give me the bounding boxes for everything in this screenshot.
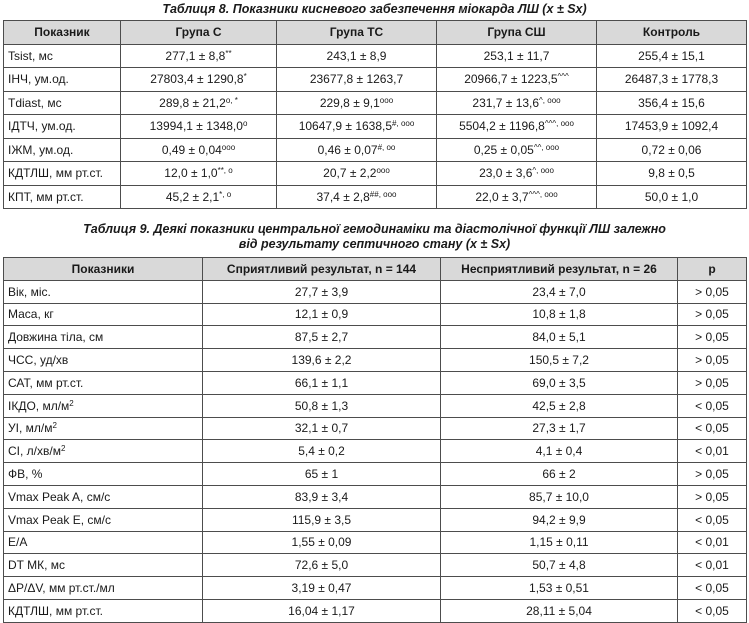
- unfavorable-value: [441, 280, 678, 303]
- p-value-text: < 0,05: [695, 398, 729, 413]
- group-sh-value-text: 23,0 ± 3,6: [479, 166, 533, 181]
- group-ts-value: [277, 138, 437, 162]
- unfavorable-value: [441, 303, 678, 326]
- group-ts-value: [277, 115, 437, 139]
- control-value: [597, 115, 747, 139]
- favorable-value: [203, 554, 441, 577]
- row-label: [4, 531, 203, 554]
- p-value: [678, 371, 747, 394]
- group-c-value-marker: *: [243, 72, 247, 82]
- group-sh-value-marker: ^^^, ооо: [544, 119, 574, 129]
- table-row: [4, 554, 747, 577]
- row-label-text: КДТЛШ, мм рт.ст.: [8, 603, 103, 618]
- group-c-value-marker: **: [225, 48, 232, 58]
- table-row: [4, 440, 747, 463]
- p-value: [678, 485, 747, 508]
- table8-header-row: [4, 21, 747, 45]
- favorable-value: [203, 463, 441, 486]
- unfavorable-value-text: 85,7 ± 10,0: [529, 489, 589, 504]
- group-sh-value-text: 20966,7 ± 1223,5: [464, 72, 558, 87]
- group-ts-value: [277, 68, 437, 92]
- group-sh-value: [437, 68, 597, 92]
- unfavorable-value-text: 23,4 ± 7,0: [532, 284, 586, 299]
- table-row: [4, 599, 747, 622]
- row-label: [4, 326, 203, 349]
- unfavorable-value: [441, 394, 678, 417]
- favorable-value: [203, 531, 441, 554]
- unfavorable-value-text: 84,0 ± 5,1: [532, 330, 586, 345]
- row-label: [4, 115, 121, 139]
- group-sh-value-marker: ^^, ооо: [533, 142, 560, 152]
- header-control: Контроль: [597, 21, 747, 45]
- favorable-value: [203, 349, 441, 372]
- row-label: [4, 349, 203, 372]
- unfavorable-value: [441, 577, 678, 600]
- row-label-text: ІЖМ, ум.од.: [8, 142, 74, 157]
- table-row: [4, 138, 747, 162]
- group-sh-value-text: 231,7 ± 13,6: [472, 95, 540, 110]
- table-row: [4, 44, 747, 68]
- p-value: [678, 508, 747, 531]
- unfavorable-value: [441, 531, 678, 554]
- p-value-text: > 0,05: [695, 467, 729, 482]
- control-value-text: 17453,9 ± 1092,4: [624, 119, 719, 134]
- group-ts-value-text: 23677,8 ± 1263,7: [309, 72, 404, 87]
- row-label-text: ІДТЧ, ум.од.: [8, 119, 76, 134]
- row-label-text: Vmax Peak E, см/с: [8, 512, 111, 527]
- favorable-value-text: 1,55 ± 0,09: [291, 535, 352, 550]
- favorable-value: [203, 394, 441, 417]
- unfavorable-value: [441, 463, 678, 486]
- control-value-text: 255,4 ± 15,1: [638, 48, 705, 63]
- row-label: [4, 280, 203, 303]
- group-ts-value-text: 243,1 ± 8,9: [326, 48, 387, 63]
- group-ts-value: [277, 162, 437, 186]
- table-row: [4, 531, 747, 554]
- group-c-value: [121, 185, 277, 209]
- row-label: [4, 508, 203, 531]
- row-label-text: КДТЛШ, мм рт.ст.: [8, 166, 103, 181]
- table-row: [4, 394, 747, 417]
- group-sh-value-text: 5504,2 ± 1196,8: [459, 119, 545, 134]
- p-value-text: < 0,01: [695, 535, 729, 550]
- p-value-text: < 0,05: [695, 581, 729, 596]
- unfavorable-value: [441, 417, 678, 440]
- control-value-text: 9,8 ± 0,5: [648, 166, 695, 181]
- favorable-value: [203, 508, 441, 531]
- row-label-marker: 2: [60, 444, 66, 454]
- row-label-text: ІНЧ, ум.од.: [8, 72, 69, 87]
- control-value: [597, 91, 747, 115]
- p-value: [678, 280, 747, 303]
- group-ts-value: [277, 44, 437, 68]
- group-ts-value-marker: #, ооо: [392, 119, 415, 129]
- unfavorable-value: [441, 599, 678, 622]
- favorable-value: [203, 577, 441, 600]
- unfavorable-value: [441, 326, 678, 349]
- control-value: [597, 68, 747, 92]
- group-sh-value-marker: ^^^: [557, 72, 569, 82]
- favorable-value: [203, 326, 441, 349]
- unfavorable-value-text: 94,2 ± 9,9: [532, 512, 586, 527]
- unfavorable-value: [441, 485, 678, 508]
- row-label: [4, 554, 203, 577]
- group-c-value: [121, 162, 277, 186]
- group-sh-value: [437, 162, 597, 186]
- group-ts-value-marker: ооо: [379, 95, 394, 105]
- table-row: [4, 417, 747, 440]
- group-c-value: [121, 115, 277, 139]
- group-c-value-text: 45,2 ± 2,1: [165, 189, 220, 204]
- table-row: [4, 349, 747, 372]
- row-label: [4, 577, 203, 600]
- unfavorable-value-text: 69,0 ± 3,5: [532, 375, 586, 390]
- row-label: [4, 68, 121, 92]
- row-label: [4, 138, 121, 162]
- row-label: [4, 303, 203, 326]
- unfavorable-value: [441, 349, 678, 372]
- p-value: [678, 326, 747, 349]
- row-label-text: E/A: [8, 535, 28, 550]
- favorable-value-text: 5,4 ± 0,2: [298, 444, 345, 459]
- row-label-text: Вік, міс.: [8, 284, 51, 299]
- group-c-value-text: 13994,1 ± 1348,0: [149, 119, 243, 134]
- group-c-value-text: 12,0 ± 1,0: [164, 166, 218, 181]
- p-value: [678, 440, 747, 463]
- p-value-text: < 0,05: [695, 421, 729, 436]
- unfavorable-value-text: 27,3 ± 1,7: [532, 421, 586, 436]
- row-label-text: Tsist, мс: [8, 48, 53, 63]
- favorable-value: [203, 440, 441, 463]
- group-sh-value: [437, 115, 597, 139]
- group-ts-value-text: 10647,9 ± 1638,5: [298, 119, 393, 134]
- favorable-value-text: 83,9 ± 3,4: [294, 489, 349, 504]
- header-group-sh: Група СШ: [437, 21, 597, 45]
- favorable-value-text: 115,9 ± 3,5: [291, 512, 352, 527]
- row-label: [4, 162, 121, 186]
- favorable-value: [203, 280, 441, 303]
- row-label-text: КПТ, мм рт.ст.: [8, 189, 84, 204]
- p-value: [678, 599, 747, 622]
- favorable-value-text: 32,1 ± 0,7: [294, 421, 349, 436]
- row-label: [4, 599, 203, 622]
- control-value-text: 356,4 ± 15,6: [638, 95, 705, 110]
- row-label-marker: 2: [69, 398, 74, 408]
- unfavorable-value: [441, 371, 678, 394]
- unfavorable-value-text: 1,15 ± 0,11: [529, 535, 589, 550]
- p-value: [678, 417, 747, 440]
- group-c-value-marker: ооо: [221, 142, 236, 152]
- favorable-value: [203, 417, 441, 440]
- group-sh-value: [437, 44, 597, 68]
- favorable-value-text: 87,5 ± 2,7: [294, 330, 349, 345]
- table9-caption-line2: від результату септичного стану (x ± Sx): [238, 237, 511, 251]
- table-row: [4, 485, 747, 508]
- unfavorable-value-text: 10,8 ± 1,8: [532, 307, 586, 322]
- p-value: [678, 531, 747, 554]
- header-group-c: Група С: [121, 21, 277, 45]
- group-sh-value-marker: ^^^, ооо: [528, 189, 558, 199]
- group-sh-value-marker: ^, ооо: [539, 95, 561, 105]
- favorable-value: [203, 303, 441, 326]
- table-row: [4, 91, 747, 115]
- row-label: [4, 440, 203, 463]
- group-sh-value: [437, 138, 597, 162]
- table8-caption: Таблиця 8. Показники кисневого забезпечення міокарда ЛШ (x ± Sx): [162, 2, 587, 16]
- row-label-text: ЧСС, уд/хв: [8, 353, 69, 368]
- group-sh-value: [437, 91, 597, 115]
- group-c-value-text: 289,8 ± 21,2: [159, 95, 226, 110]
- control-value-text: 26487,3 ± 1778,3: [624, 72, 719, 87]
- header-indicators: Показники: [4, 258, 203, 281]
- p-value-text: > 0,05: [695, 375, 729, 390]
- table9: [3, 257, 747, 623]
- row-label-text: ІКДО, мл/м: [8, 398, 70, 413]
- favorable-value-text: 3,19 ± 0,47: [291, 581, 352, 596]
- unfavorable-value-text: 66 ± 2: [542, 467, 576, 482]
- group-c-value: [121, 138, 277, 162]
- row-label: [4, 417, 203, 440]
- table-row: [4, 303, 747, 326]
- row-label: [4, 394, 203, 417]
- group-ts-value-text: 229,8 ± 9,1: [319, 95, 380, 110]
- table-row: [4, 162, 747, 186]
- favorable-value-text: 27,7 ± 3,9: [294, 284, 349, 299]
- row-label: [4, 44, 121, 68]
- group-ts-value: [277, 185, 437, 209]
- header-unfavorable: Несприятливий результат, n = 26: [441, 258, 678, 281]
- row-label: [4, 463, 203, 486]
- control-value: [597, 162, 747, 186]
- header-p: p: [678, 258, 747, 281]
- group-c-value-marker: *, о: [219, 189, 232, 199]
- unfavorable-value-text: 28,11 ± 5,04: [526, 603, 592, 618]
- row-label: [4, 485, 203, 508]
- row-label-text: СІ, л/хв/м: [8, 444, 61, 459]
- p-value: [678, 349, 747, 372]
- p-value-text: > 0,05: [695, 353, 729, 368]
- p-value-text: > 0,05: [695, 284, 729, 299]
- group-c-value-text: 0,49 ± 0,04: [161, 142, 222, 157]
- favorable-value-text: 66,1 ± 1,1: [294, 375, 349, 390]
- unfavorable-value-text: 1,53 ± 0,51: [529, 581, 589, 596]
- row-label-text: САТ, мм рт.ст.: [8, 375, 84, 390]
- row-label-text: Tdiast, мс: [8, 95, 62, 110]
- control-value: [597, 44, 747, 68]
- favorable-value: [203, 599, 441, 622]
- group-c-value-marker: **, о: [217, 166, 233, 176]
- group-sh-value-marker: ^, ооо: [532, 166, 554, 176]
- row-label-text: Vmax Peak A, см/с: [8, 489, 111, 504]
- group-c-value-marker: о, *: [225, 95, 238, 105]
- table-row: [4, 115, 747, 139]
- group-c-value: [121, 91, 277, 115]
- table-row: [4, 68, 747, 92]
- row-label-text: ФВ, %: [8, 467, 43, 482]
- p-value-text: < 0,01: [695, 558, 729, 573]
- group-ts-value: [277, 91, 437, 115]
- header-indicator: Показник: [4, 21, 121, 45]
- unfavorable-value-text: 50,7 ± 4,8: [532, 558, 586, 573]
- group-ts-value-text: 20,7 ± 2,2: [323, 166, 377, 181]
- group-c-value: [121, 68, 277, 92]
- table9-header-row: [4, 258, 747, 281]
- group-ts-value-marker: ооо: [376, 166, 390, 176]
- group-sh-value: [437, 185, 597, 209]
- row-label-text: УІ, мл/м: [8, 421, 53, 436]
- p-value-text: > 0,05: [695, 307, 729, 322]
- table-row: [4, 371, 747, 394]
- group-sh-value-text: 253,1 ± 11,7: [483, 48, 550, 63]
- group-ts-value-text: 37,4 ± 2,8: [316, 189, 370, 204]
- row-label-marker: 2: [52, 421, 57, 431]
- control-value-text: 50,0 ± 1,0: [644, 189, 699, 204]
- favorable-value: [203, 371, 441, 394]
- row-label: [4, 185, 121, 209]
- group-sh-value-text: 22,0 ± 3,7: [475, 189, 529, 204]
- p-value-text: > 0,05: [695, 489, 729, 504]
- table-row: [4, 326, 747, 349]
- favorable-value: [203, 485, 441, 508]
- unfavorable-value: [441, 554, 678, 577]
- control-value: [597, 185, 747, 209]
- table8: [3, 20, 747, 209]
- group-ts-value-marker: #, оо: [377, 142, 396, 152]
- p-value: [678, 303, 747, 326]
- table-row: [4, 577, 747, 600]
- row-label-text: DT МК, мс: [8, 558, 66, 573]
- p-value-text: > 0,05: [695, 330, 729, 345]
- group-c-value-marker: о: [242, 119, 248, 129]
- table-row: [4, 280, 747, 303]
- row-label-text: Довжина тіла, см: [8, 330, 104, 345]
- unfavorable-value-text: 150,5 ± 7,2: [529, 353, 589, 368]
- table-row: [4, 508, 747, 531]
- p-value: [678, 577, 747, 600]
- table-row: [4, 463, 747, 486]
- p-value-text: < 0,05: [695, 603, 729, 618]
- group-c-value-text: 277,1 ± 8,8: [165, 48, 226, 63]
- unfavorable-value: [441, 440, 678, 463]
- group-c-value-text: 27803,4 ± 1290,8: [150, 72, 244, 87]
- favorable-value-text: 50,8 ± 1,3: [294, 398, 349, 413]
- row-label-text: ΔP/ΔV, мм рт.ст./мл: [8, 581, 115, 596]
- p-value: [678, 554, 747, 577]
- favorable-value-text: 139,6 ± 2,2: [291, 353, 352, 368]
- unfavorable-value: [441, 508, 678, 531]
- favorable-value-text: 72,6 ± 5,0: [294, 558, 349, 573]
- table-row: [4, 185, 747, 209]
- favorable-value-text: 65 ± 1: [304, 467, 339, 482]
- p-value: [678, 394, 747, 417]
- p-value-text: < 0,05: [695, 512, 729, 527]
- favorable-value-text: 16,04 ± 1,17: [288, 603, 355, 618]
- table9-caption-line1: Таблиця 9. Деякі показники центральної гемодинаміки та діастолічної функції ЛШ залежно: [83, 222, 666, 236]
- group-ts-value-marker: ##, ооо: [369, 189, 397, 199]
- unfavorable-value-text: 42,5 ± 2,8: [532, 398, 586, 413]
- row-label: [4, 371, 203, 394]
- group-ts-value-text: 0,46 ± 0,07: [317, 142, 378, 157]
- row-label-text: Маса, кг: [8, 307, 54, 322]
- row-label: [4, 91, 121, 115]
- unfavorable-value-text: 4,1 ± 0,4: [535, 444, 583, 459]
- p-value: [678, 463, 747, 486]
- group-c-value: [121, 44, 277, 68]
- group-sh-value-text: 0,25 ± 0,05: [473, 142, 534, 157]
- header-favorable: Сприятливий результат, n = 144: [203, 258, 441, 281]
- header-group-ts: Група ТС: [277, 21, 437, 45]
- p-value-text: < 0,01: [695, 444, 729, 459]
- favorable-value-text: 12,1 ± 0,9: [294, 307, 349, 322]
- control-value-text: 0,72 ± 0,06: [641, 142, 702, 157]
- control-value: [597, 138, 747, 162]
